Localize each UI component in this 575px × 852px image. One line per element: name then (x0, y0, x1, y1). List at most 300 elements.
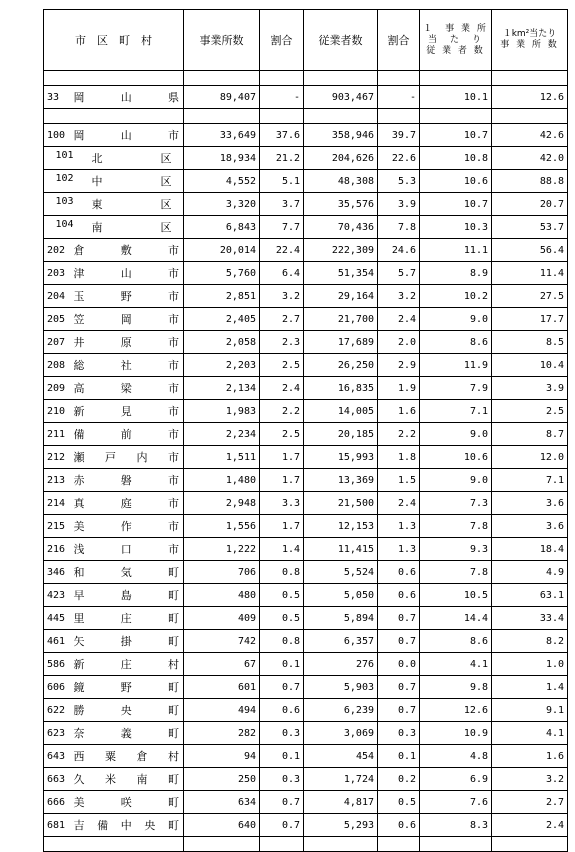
row-share-employees: 3.9 (378, 193, 420, 216)
row-establishments-per-km2: 8.2 (492, 630, 568, 653)
row-establishments: 67 (184, 653, 260, 676)
row-establishments-per-km2: 2.4 (492, 814, 568, 837)
municipality-row (44, 423, 568, 446)
row-establishments: 18,934 (184, 147, 260, 170)
row-share-establishments: 2.2 (260, 400, 304, 423)
ward-name: 中区 (91, 175, 172, 188)
row-establishments-per-km2: 27.5 (492, 285, 568, 308)
row-name: 津山市 (72, 262, 184, 285)
row-code: 204 (44, 285, 72, 308)
row-establishments-per-km2: 1.0 (492, 653, 568, 676)
row-share-employees: 0.6 (378, 561, 420, 584)
row-share-employees: 2.4 (378, 308, 420, 331)
municipality-row (44, 354, 568, 377)
row-establishments: 94 (184, 745, 260, 768)
row-share-employees: 0.7 (378, 676, 420, 699)
row-name: 笠岡市 (72, 308, 184, 331)
row-share-employees: 1.3 (378, 515, 420, 538)
ward-name: 北区 (91, 152, 172, 165)
row-code: 586 (44, 653, 72, 676)
row-share-establishments: 21.2 (260, 147, 304, 170)
row-establishments-per-km2: 63.1 (492, 584, 568, 607)
row-establishments: 601 (184, 676, 260, 699)
row-code: 208 (44, 354, 72, 377)
row-employees-per-establishment: 7.6 (420, 791, 492, 814)
ward-row (44, 147, 568, 170)
row-name: 井原市 (72, 331, 184, 354)
row-employees-per-establishment: 6.9 (420, 768, 492, 791)
row-employees-per-establishment: 10.3 (420, 216, 492, 239)
row-employees: 26,250 (304, 354, 378, 377)
municipality-row (44, 676, 568, 699)
row-code: 210 (44, 400, 72, 423)
municipality-row (44, 561, 568, 584)
row-employees: 204,626 (304, 147, 378, 170)
row-establishments: 480 (184, 584, 260, 607)
row-establishments: 1,556 (184, 515, 260, 538)
row-employees-per-establishment: 9.0 (420, 423, 492, 446)
row-establishments: 20,014 (184, 239, 260, 262)
row-code: 202 (44, 239, 72, 262)
row-code: 606 (44, 676, 72, 699)
row-establishments: 494 (184, 699, 260, 722)
row-share-employees: 1.3 (378, 538, 420, 561)
row-code: 623 (44, 722, 72, 745)
row-name: 総社市 (72, 354, 184, 377)
row-share-employees: 0.7 (378, 699, 420, 722)
row-share-employees: 5.7 (378, 262, 420, 285)
row-name: 美作市 (72, 515, 184, 538)
row-employees: 48,308 (304, 170, 378, 193)
row-code: 423 (44, 584, 72, 607)
row-name: 里庄町 (72, 607, 184, 630)
row-establishments: 409 (184, 607, 260, 630)
row-code: 346 (44, 561, 72, 584)
row-name: 西粟倉村 (72, 745, 184, 768)
row-employees-per-establishment: 10.7 (420, 193, 492, 216)
row-employees-per-establishment: 12.6 (420, 699, 492, 722)
municipality-row (44, 768, 568, 791)
municipality-row (44, 308, 568, 331)
row-establishments-per-km2: 12.0 (492, 446, 568, 469)
row-share-establishments: 0.7 (260, 814, 304, 837)
row-employees: 17,689 (304, 331, 378, 354)
row-share-establishments: 1.7 (260, 515, 304, 538)
row-establishments: 282 (184, 722, 260, 745)
row-share-establishments: 0.5 (260, 607, 304, 630)
row-employees: 70,436 (304, 216, 378, 239)
prefecture-employees-per-establishment: 10.1 (420, 86, 492, 109)
prefecture-share-establishments: - (260, 86, 304, 109)
row-share-establishments: 2.5 (260, 423, 304, 446)
row-establishments: 2,203 (184, 354, 260, 377)
row-share-establishments: 2.5 (260, 354, 304, 377)
row-name: 瀬戸内市 (72, 446, 184, 469)
municipality-row (44, 124, 568, 147)
prefecture-row (44, 86, 568, 109)
row-employees: 6,357 (304, 630, 378, 653)
row-share-establishments: 3.2 (260, 285, 304, 308)
municipality-row (44, 791, 568, 814)
row-establishments-per-km2: 18.4 (492, 538, 568, 561)
row-code: 215 (44, 515, 72, 538)
row-establishments-per-km2: 11.4 (492, 262, 568, 285)
row-establishments-per-km2: 8.5 (492, 331, 568, 354)
row-share-establishments: 0.8 (260, 561, 304, 584)
row-employees: 4,817 (304, 791, 378, 814)
row-share-establishments: 2.3 (260, 331, 304, 354)
row-name: 鏡野町 (72, 676, 184, 699)
row-employees: 13,369 (304, 469, 378, 492)
row-share-employees: 1.9 (378, 377, 420, 400)
row-employees-per-establishment: 11.9 (420, 354, 492, 377)
row-establishments: 33,649 (184, 124, 260, 147)
row-employees-per-establishment: 8.6 (420, 630, 492, 653)
row-name: 高梁市 (72, 377, 184, 400)
row-share-establishments: 0.3 (260, 768, 304, 791)
row-code: 445 (44, 607, 72, 630)
row-establishments-per-km2: 3.2 (492, 768, 568, 791)
row-name: 吉備中央町 (72, 814, 184, 837)
row-name: 浅口市 (72, 538, 184, 561)
municipality-row (44, 469, 568, 492)
row-employees-per-establishment: 10.6 (420, 446, 492, 469)
municipality-row (44, 331, 568, 354)
row-code: 213 (44, 469, 72, 492)
row-establishments-per-km2: 42.6 (492, 124, 568, 147)
prefecture-establishments: 89,407 (184, 86, 260, 109)
row-employees: 222,309 (304, 239, 378, 262)
row-code: 207 (44, 331, 72, 354)
row-share-employees: 2.4 (378, 492, 420, 515)
row-establishments-per-km2: 10.4 (492, 354, 568, 377)
ward-code: 104 (55, 219, 74, 230)
row-employees-per-establishment: 10.7 (420, 124, 492, 147)
header-share-employees: 割合 (378, 10, 420, 71)
row-establishments-per-km2: 33.4 (492, 607, 568, 630)
ward-code: 103 (55, 196, 74, 207)
row-share-employees: 0.1 (378, 745, 420, 768)
row-employees: 16,835 (304, 377, 378, 400)
prefecture-name: 岡山県 (72, 86, 184, 109)
row-share-establishments: 0.1 (260, 745, 304, 768)
row-name: 玉野市 (72, 285, 184, 308)
row-employees: 21,500 (304, 492, 378, 515)
row-establishments-per-km2: 3.9 (492, 377, 568, 400)
row-establishments: 2,134 (184, 377, 260, 400)
ward-row (44, 216, 568, 239)
row-employees: 358,946 (304, 124, 378, 147)
row-code: 643 (44, 745, 72, 768)
municipality-row (44, 745, 568, 768)
row-share-employees: 2.9 (378, 354, 420, 377)
row-share-establishments: 1.7 (260, 446, 304, 469)
row-employees: 35,576 (304, 193, 378, 216)
row-employees-per-establishment: 9.3 (420, 538, 492, 561)
municipality-row (44, 584, 568, 607)
row-code: 211 (44, 423, 72, 446)
row-establishments: 2,405 (184, 308, 260, 331)
row-employees-per-establishment: 10.6 (420, 170, 492, 193)
row-employees: 5,293 (304, 814, 378, 837)
row-establishments-per-km2: 1.4 (492, 676, 568, 699)
row-code: 205 (44, 308, 72, 331)
row-establishments: 4,552 (184, 170, 260, 193)
row-establishments: 706 (184, 561, 260, 584)
row-code: 622 (44, 699, 72, 722)
row-share-establishments: 6.4 (260, 262, 304, 285)
row-employees-per-establishment: 14.4 (420, 607, 492, 630)
row-establishments: 250 (184, 768, 260, 791)
row-establishments-per-km2: 88.8 (492, 170, 568, 193)
municipality-row (44, 400, 568, 423)
ward-code: 102 (55, 173, 74, 184)
row-code: 461 (44, 630, 72, 653)
ward-name: 南区 (91, 221, 172, 234)
row-share-establishments: 7.7 (260, 216, 304, 239)
row-share-establishments: 1.4 (260, 538, 304, 561)
row-share-establishments: 0.8 (260, 630, 304, 653)
row-share-establishments: 0.1 (260, 653, 304, 676)
row-name (55, 216, 184, 239)
row-establishments-per-km2: 9.1 (492, 699, 568, 722)
row-code: 214 (44, 492, 72, 515)
row-employees: 454 (304, 745, 378, 768)
ward-row (44, 193, 568, 216)
municipality-row (44, 492, 568, 515)
prefecture-code: 33 (44, 86, 72, 109)
row-establishments: 1,222 (184, 538, 260, 561)
row-code: 663 (44, 768, 72, 791)
row-share-employees: 39.7 (378, 124, 420, 147)
header-employees-per-establishment: １ 事 業 所 当 た り 従 業 者 数 (420, 10, 492, 71)
row-name: 久米南町 (72, 768, 184, 791)
row-share-employees: 3.2 (378, 285, 420, 308)
row-employees: 11,415 (304, 538, 378, 561)
row-share-employees: 5.3 (378, 170, 420, 193)
row-code: 216 (44, 538, 72, 561)
row-name: 和気町 (72, 561, 184, 584)
row-code: 100 (44, 124, 72, 147)
establishments-table (43, 9, 568, 852)
row-share-establishments: 22.4 (260, 239, 304, 262)
row-name: 新庄村 (72, 653, 184, 676)
row-establishments: 6,843 (184, 216, 260, 239)
row-employees-per-establishment: 10.2 (420, 285, 492, 308)
header-share-establishments: 割合 (260, 10, 304, 71)
row-establishments: 2,851 (184, 285, 260, 308)
row-code: 212 (44, 446, 72, 469)
row-establishments-per-km2: 4.1 (492, 722, 568, 745)
row-share-establishments: 5.1 (260, 170, 304, 193)
row-share-employees: 2.0 (378, 331, 420, 354)
row-establishments-per-km2: 1.6 (492, 745, 568, 768)
row-employees: 5,894 (304, 607, 378, 630)
row-share-employees: 1.6 (378, 400, 420, 423)
row-name: 真庭市 (72, 492, 184, 515)
municipality-row (44, 814, 568, 837)
row-name: 美咲町 (72, 791, 184, 814)
prefecture-share-employees: - (378, 86, 420, 109)
row-establishments: 3,320 (184, 193, 260, 216)
row-share-employees: 22.6 (378, 147, 420, 170)
row-employees-per-establishment: 8.3 (420, 814, 492, 837)
spacer-row (44, 837, 568, 852)
row-establishments: 640 (184, 814, 260, 837)
row-share-employees: 7.8 (378, 216, 420, 239)
ward-code: 101 (55, 150, 74, 161)
prefecture-employees: 903,467 (304, 86, 378, 109)
row-employees: 29,164 (304, 285, 378, 308)
row-share-establishments: 0.7 (260, 791, 304, 814)
row-establishments-per-km2: 56.4 (492, 239, 568, 262)
row-share-establishments: 2.7 (260, 308, 304, 331)
row-employees: 1,724 (304, 768, 378, 791)
municipality-row (44, 377, 568, 400)
municipality-row (44, 239, 568, 262)
row-share-employees: 0.6 (378, 584, 420, 607)
row-employees-per-establishment: 11.1 (420, 239, 492, 262)
row-code: 203 (44, 262, 72, 285)
row-establishments-per-km2: 3.6 (492, 515, 568, 538)
row-share-establishments: 0.5 (260, 584, 304, 607)
row-establishments: 5,760 (184, 262, 260, 285)
row-employees-per-establishment: 10.8 (420, 147, 492, 170)
row-employees: 51,354 (304, 262, 378, 285)
row-share-employees: 0.2 (378, 768, 420, 791)
row-establishments-per-km2: 17.7 (492, 308, 568, 331)
row-employees-per-establishment: 9.8 (420, 676, 492, 699)
row-employees: 6,239 (304, 699, 378, 722)
municipality-row (44, 630, 568, 653)
row-share-establishments: 3.7 (260, 193, 304, 216)
row-code: 681 (44, 814, 72, 837)
row-share-employees: 24.6 (378, 239, 420, 262)
row-name: 早島町 (72, 584, 184, 607)
row-share-employees: 0.3 (378, 722, 420, 745)
row-establishments-per-km2: 2.7 (492, 791, 568, 814)
header-establishments: 事業所数 (184, 10, 260, 71)
row-employees: 15,993 (304, 446, 378, 469)
row-establishments: 1,480 (184, 469, 260, 492)
row-employees: 276 (304, 653, 378, 676)
row-employees-per-establishment: 9.0 (420, 469, 492, 492)
header-establishments-per-km2: １km²当たり 事 業 所 数 (492, 10, 568, 71)
row-employees: 3,069 (304, 722, 378, 745)
row-employees-per-establishment: 7.3 (420, 492, 492, 515)
municipality-row (44, 607, 568, 630)
row-share-establishments: 1.7 (260, 469, 304, 492)
row-share-establishments: 0.7 (260, 676, 304, 699)
row-name: 勝央町 (72, 699, 184, 722)
row-share-establishments: 2.4 (260, 377, 304, 400)
row-share-employees: 2.2 (378, 423, 420, 446)
row-establishments: 634 (184, 791, 260, 814)
row-establishments-per-km2: 53.7 (492, 216, 568, 239)
row-share-employees: 1.5 (378, 469, 420, 492)
spacer-row (44, 71, 568, 86)
row-employees-per-establishment: 10.5 (420, 584, 492, 607)
row-employees-per-establishment: 4.8 (420, 745, 492, 768)
row-name (55, 170, 184, 193)
row-establishments: 2,234 (184, 423, 260, 446)
row-establishments-per-km2: 7.1 (492, 469, 568, 492)
prefecture-establishments-per-km2: 12.6 (492, 86, 568, 109)
municipality-row (44, 285, 568, 308)
municipality-row (44, 722, 568, 745)
row-employees-per-establishment: 8.9 (420, 262, 492, 285)
municipality-row (44, 262, 568, 285)
row-employees: 5,524 (304, 561, 378, 584)
ward-name: 東区 (91, 198, 172, 211)
municipality-row (44, 699, 568, 722)
header-row (44, 10, 568, 71)
row-name: 奈義町 (72, 722, 184, 745)
row-establishments-per-km2: 4.9 (492, 561, 568, 584)
row-employees-per-establishment: 7.1 (420, 400, 492, 423)
row-establishments-per-km2: 20.7 (492, 193, 568, 216)
row-share-employees: 0.7 (378, 607, 420, 630)
row-share-employees: 0.7 (378, 630, 420, 653)
row-establishments: 1,511 (184, 446, 260, 469)
municipality-row (44, 515, 568, 538)
row-employees: 12,153 (304, 515, 378, 538)
row-employees-per-establishment: 10.9 (420, 722, 492, 745)
row-name (55, 193, 184, 216)
row-establishments: 742 (184, 630, 260, 653)
row-name: 新見市 (72, 400, 184, 423)
row-name (55, 147, 184, 170)
row-employees-per-establishment: 9.0 (420, 308, 492, 331)
row-share-employees: 0.6 (378, 814, 420, 837)
ward-row (44, 170, 568, 193)
statistics-document (43, 9, 568, 852)
spacer-row (44, 109, 568, 124)
row-establishments: 1,983 (184, 400, 260, 423)
row-share-employees: 0.5 (378, 791, 420, 814)
row-establishments: 2,058 (184, 331, 260, 354)
row-name: 備前市 (72, 423, 184, 446)
row-establishments-per-km2: 42.0 (492, 147, 568, 170)
row-employees: 20,185 (304, 423, 378, 446)
row-employees-per-establishment: 7.8 (420, 515, 492, 538)
row-employees: 14,005 (304, 400, 378, 423)
row-establishments-per-km2: 3.6 (492, 492, 568, 515)
row-share-establishments: 0.6 (260, 699, 304, 722)
municipality-row (44, 653, 568, 676)
row-employees-per-establishment: 8.6 (420, 331, 492, 354)
row-establishments-per-km2: 2.5 (492, 400, 568, 423)
row-employees: 21,700 (304, 308, 378, 331)
municipality-row (44, 538, 568, 561)
row-code: 209 (44, 377, 72, 400)
row-establishments: 2,948 (184, 492, 260, 515)
row-name: 赤磐市 (72, 469, 184, 492)
row-employees-per-establishment: 7.8 (420, 561, 492, 584)
header-employees: 従業者数 (304, 10, 378, 71)
row-name: 倉敷市 (72, 239, 184, 262)
row-share-employees: 1.8 (378, 446, 420, 469)
row-employees: 5,903 (304, 676, 378, 699)
row-name: 岡山市 (72, 124, 184, 147)
row-establishments-per-km2: 8.7 (492, 423, 568, 446)
row-share-employees: 0.0 (378, 653, 420, 676)
municipality-row (44, 446, 568, 469)
row-employees-per-establishment: 7.9 (420, 377, 492, 400)
row-employees-per-establishment: 4.1 (420, 653, 492, 676)
row-name: 矢掛町 (72, 630, 184, 653)
row-employees: 5,050 (304, 584, 378, 607)
